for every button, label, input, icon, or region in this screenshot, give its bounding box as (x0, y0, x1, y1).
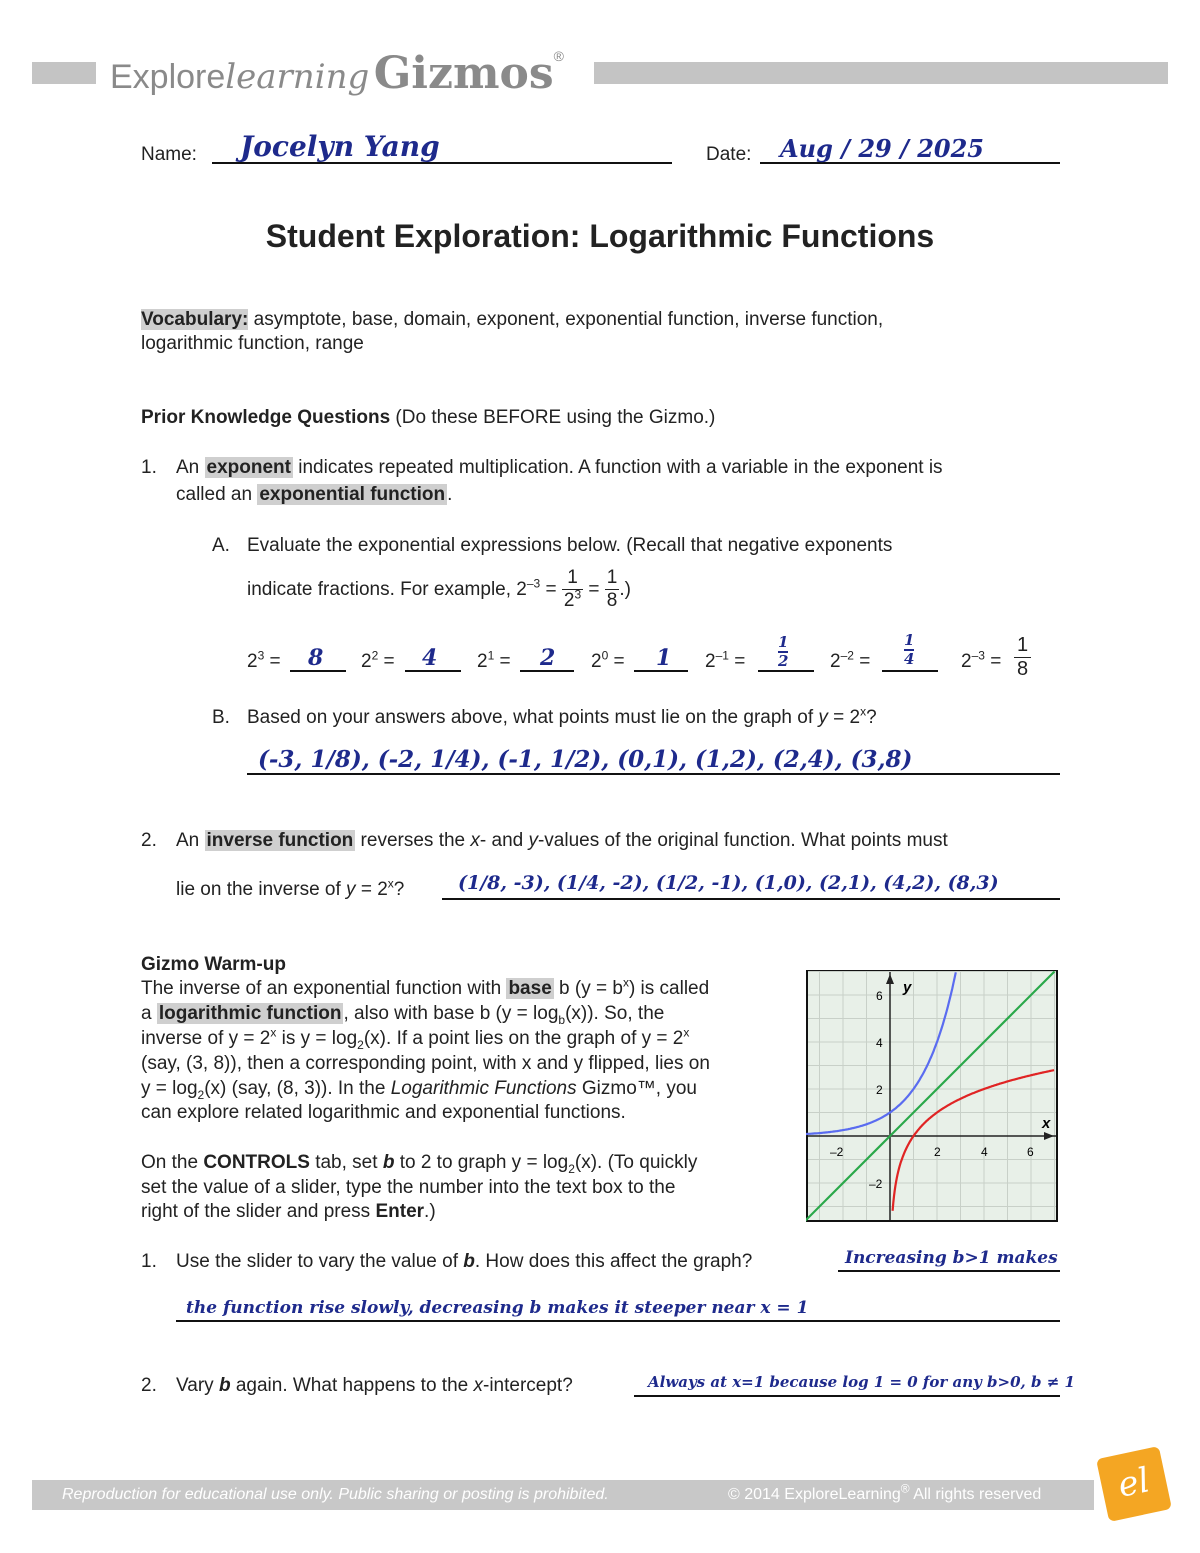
brand-logo (110, 48, 564, 98)
date-label: Date: (706, 144, 752, 165)
prior-heading-label: Prior Knowledge Questions (141, 407, 391, 428)
wp2-d: (x). (To quickly (574, 1152, 698, 1173)
x-tick-4: 4 (981, 1145, 988, 1159)
answer-p0: 8 (308, 645, 324, 671)
w2-number: 2. (141, 1375, 157, 1396)
wp1-sup2: x (270, 1025, 277, 1040)
name-label: Name: (141, 144, 197, 165)
wp1-f: (x)). So, the (565, 1003, 665, 1024)
term-inverse-function: inverse function (206, 830, 354, 851)
q2-text-x: x (470, 830, 480, 851)
w2-question (176, 1374, 573, 1398)
q2-number: 2. (141, 830, 157, 851)
p3-base: 2 (591, 651, 602, 672)
w1-answer-line-2 (176, 1320, 1060, 1322)
prior-heading-note: (Do these BEFORE using the Gizmo.) (390, 407, 716, 428)
wp1-i: (x). If a point lies on the graph of y = 2 (363, 1028, 684, 1049)
qb-question (247, 706, 877, 730)
example-fraction-2 (605, 567, 620, 612)
x-tick-6: 6 (1027, 1145, 1034, 1159)
wp2-c: to 2 to graph y = log (394, 1152, 569, 1173)
header-bar-right (594, 62, 1168, 84)
wp1-j: y = log (141, 1078, 198, 1099)
logo-text: el (1114, 1460, 1154, 1506)
qa-line1: Evaluate the exponential expressions below. (Recall that negative exponents (247, 535, 893, 556)
p5-exp: –2 (840, 648, 854, 663)
answer-p1: 4 (422, 645, 438, 671)
w1-answer-2: the function rise slowly, decreasing b makes it steeper near x = 1 (186, 1298, 809, 1318)
qa-label: A. (212, 535, 230, 556)
power-2-3: $2^3$ = (247, 648, 281, 672)
footer-right-text (728, 1481, 1042, 1504)
vocabulary-label: Vocabulary: (141, 309, 249, 330)
x-tick-2: 2 (934, 1145, 941, 1159)
p2-exp: 1 (487, 648, 495, 663)
page-title: Student Exploration: Logarithmic Functions (265, 218, 935, 254)
q2-answer: (1/8, -3), (1/4, -2), (1/2, -1), (1,0), (2,1), (4,2), (8,3) (458, 872, 999, 894)
w1-bvar: b (463, 1251, 475, 1272)
p6-base: 2 (961, 651, 972, 672)
power-2-neg1: $2^{-1}$ = (705, 648, 746, 672)
wp1-l: Logarithmic Functions (390, 1078, 577, 1099)
frac2-den: 8 (606, 590, 618, 612)
q1-text-a: An (176, 457, 205, 478)
term-base: base (508, 978, 552, 999)
q1-line1 (176, 456, 943, 480)
explorelearning-logo (1096, 1446, 1172, 1522)
w2-answer-line (634, 1395, 1060, 1397)
p6-exp: –3 (971, 648, 985, 663)
wp1-g: inverse of y = 2 (141, 1028, 271, 1049)
qb-text-b: = 2 (827, 707, 861, 728)
p2-base: 2 (477, 651, 488, 672)
wp1-k: (x) (say, (8, 3)). In the (204, 1078, 391, 1099)
wp1-sub-2: 2 (357, 1037, 364, 1052)
footer-copyright: © 2014 ExploreLearning (728, 1486, 901, 1503)
qa-line2 (247, 562, 631, 618)
qb-text-y: y (818, 707, 828, 728)
frac2-num: 1 (606, 567, 618, 589)
w2-text-c: again. What happens to the (230, 1375, 474, 1396)
qa-exp: –3 (526, 576, 541, 591)
wp1-sub-2b: 2 (197, 1087, 205, 1102)
brand-explore: Explore (110, 58, 226, 96)
wp2-b: tab, set (309, 1152, 383, 1173)
warmup-p2-line3 (141, 1200, 436, 1224)
frac1-num: 1 (562, 567, 583, 590)
w1-answer-line-1 (838, 1270, 1060, 1272)
w2-answer: Always at x=1 because log 1 = 0 for any b>0, b ≠ 1 (648, 1373, 1075, 1391)
y-tick-6: 6 (876, 989, 883, 1003)
answer-p5 (904, 632, 914, 668)
qa-line2-text: indicate fractions. For example, 2 (247, 579, 527, 600)
answer-p4-den: 2 (778, 652, 789, 670)
wp1-b: b (y = b (553, 978, 623, 999)
wp1-sup3: x (683, 1025, 690, 1040)
p4-base: 2 (705, 651, 716, 672)
wp2-bvar: b (382, 1152, 395, 1173)
w1-answer-1: Increasing b>1 makes (845, 1248, 1058, 1268)
wp1-m: Gizmo™, you (576, 1078, 697, 1099)
q2-text-y2: y (346, 879, 356, 900)
answer-p6 (1014, 634, 1031, 681)
p0-base: 2 (247, 651, 258, 672)
p4-exp: –1 (715, 648, 729, 663)
y-tick-2: 2 (876, 1083, 883, 1097)
brand-reg: ® (553, 48, 564, 64)
p5-base: 2 (830, 651, 841, 672)
warmup-p1-line6: can explore related logarithmic and exponential functions. (141, 1102, 626, 1123)
wp1-e: , also with base b (y = log (343, 1003, 559, 1024)
vocabulary-line1: asymptote, base, domain, exponent, exponential function, inverse function, (248, 309, 884, 330)
answer-p6-den: 8 (1017, 658, 1029, 680)
graph-y-label: y (903, 979, 912, 996)
q2-text-c: - and (479, 830, 529, 851)
answer-line-p4 (758, 670, 814, 672)
q1-line2 (176, 483, 452, 507)
term-exponential-function: exponential function (259, 484, 446, 505)
q2-line2 (176, 878, 404, 902)
wp1-d: a (141, 1003, 157, 1024)
q2-line1 (176, 829, 948, 853)
wp1-c: ) is called (628, 978, 710, 999)
qa-eq2: = (583, 579, 605, 600)
y-tick-4: 4 (876, 1036, 883, 1050)
answer-p6-num: 1 (1014, 634, 1031, 658)
p0-exp: 3 (257, 648, 265, 663)
wp2-controls: CONTROLS (203, 1152, 310, 1173)
w1-question (176, 1250, 752, 1274)
answer-line-p5 (882, 670, 938, 672)
qb-answer-line (247, 773, 1060, 775)
q2-text-exp: x (387, 876, 394, 891)
w2-xvar: x (473, 1375, 483, 1396)
q2-text-a: An (176, 830, 205, 851)
q2-text-b: reverses the (355, 830, 471, 851)
q2-text-y: y (528, 830, 538, 851)
power-2-2: $2^2$ = (361, 648, 395, 672)
footer-reg: ® (900, 1481, 910, 1496)
q1-number: 1. (141, 457, 157, 478)
power-2-1: $2^1$ = (477, 648, 511, 672)
answer-p5-num: 1 (904, 631, 915, 649)
qa-eq: = (540, 579, 562, 600)
p1-base: 2 (361, 651, 372, 672)
q2-text-g: ? (393, 879, 405, 900)
q2-text-e: lie on the inverse of (176, 879, 347, 900)
q2-text-d: -values of the original function. What points must (537, 830, 948, 851)
vocabulary (141, 308, 883, 332)
warmup-p1-line1 (141, 977, 709, 1001)
q1-text-d: . (447, 484, 453, 505)
warmup-p1-line3 (141, 1027, 689, 1051)
wp1-sup: x (622, 975, 629, 990)
date-value: Aug / 29 / 2025 (780, 134, 984, 163)
wp2-sub: 2 (568, 1161, 575, 1176)
name-value: Jocelyn Yang (240, 130, 440, 163)
term-logarithmic-function: logarithmic function (158, 1003, 342, 1024)
qb-text-exp: x (860, 704, 867, 719)
power-2-neg2: $2^{-2}$ = (830, 648, 871, 672)
frac1-den-exp: 3 (574, 588, 582, 603)
p3-exp: 0 (601, 648, 609, 663)
w2-text-a: Vary (176, 1375, 219, 1396)
wp2-e: right of the slider and press (141, 1201, 376, 1222)
w1-text-a: Use the slider to vary the value of (176, 1251, 464, 1272)
answer-p4 (778, 634, 788, 670)
q2-answer-line (442, 898, 1060, 900)
w2-text-d: -intercept? (483, 1375, 573, 1396)
p1-exp: 2 (371, 648, 379, 663)
qb-text-a: Based on your answers above, what points must lie on the graph of (247, 707, 819, 728)
wp1-a: The inverse of an exponential function with (141, 978, 507, 999)
brand-gizmos: Gizmos (373, 48, 554, 99)
prior-heading (141, 406, 715, 430)
log-graph (806, 970, 1058, 1222)
wp1-h: is y = log (276, 1028, 358, 1049)
vocabulary-line2: logarithmic function, range (141, 333, 364, 354)
wp2-enter: Enter (375, 1201, 425, 1222)
example-fraction-1 (562, 567, 583, 612)
y-tick-neg2: –2 (869, 1177, 883, 1191)
wp1-sub-b: b (558, 1012, 566, 1027)
warmup-p1-line5 (141, 1077, 697, 1101)
warmup-p2-line2: set the value of a slider, type the number into the text box to the (141, 1177, 676, 1198)
answer-p2: 2 (540, 645, 556, 671)
term-exponent: exponent (206, 457, 291, 478)
answer-p5-den: 4 (904, 650, 915, 668)
warmup-heading: Gizmo Warm-up (141, 954, 286, 975)
power-2-0: $2^0$ = (591, 648, 625, 672)
power-2-neg3: $2^{-3}$ = (961, 648, 1002, 672)
answer-p4-num: 1 (778, 633, 789, 651)
w2-bvar: b (218, 1375, 231, 1396)
frac1-den-base: 2 (563, 590, 575, 612)
qa-end: .) (619, 579, 631, 600)
x-tick-neg2: –2 (830, 1145, 844, 1159)
q1-text-b: indicates repeated multiplication. A function with a variable in the exponent is (292, 457, 943, 478)
wp2-f: .) (424, 1201, 436, 1222)
wp2-a: On the (141, 1152, 204, 1173)
brand-learning: learning (225, 57, 370, 97)
w1-number: 1. (141, 1251, 157, 1272)
graph-x-label: x (1042, 1115, 1051, 1132)
footer-left-text: Reproduction for educational use only. Public sharing or posting is prohibited. (62, 1486, 609, 1503)
w1-text-c: . How does this affect the graph? (474, 1251, 753, 1272)
q1-text-c: called an (176, 484, 258, 505)
qb-label: B. (212, 707, 230, 728)
answer-p3: 1 (656, 645, 672, 671)
warmup-p2-line1 (141, 1151, 697, 1175)
footer-rights: All rights reserved (909, 1486, 1042, 1503)
warmup-p1-line2 (141, 1002, 664, 1026)
q2-text-f: = 2 (355, 879, 388, 900)
frac1-den (562, 590, 583, 612)
qb-answer: (-3, 1/8), (-2, 1/4), (-1, 1/2), (0,1), (1,2), (2,4), (3,8) (258, 746, 913, 773)
header-bar-left (32, 62, 96, 84)
qb-text-c: ? (866, 707, 877, 728)
warmup-p1-line4: (say, (3, 8)), then a corresponding point, with x and y flipped, lies on (141, 1053, 710, 1074)
